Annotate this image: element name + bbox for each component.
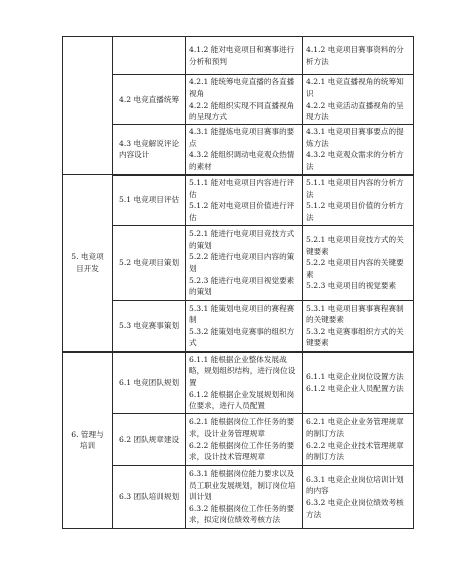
skill-item: 5.2.1 能进行电竞项目竞技方式的策划 bbox=[189, 229, 295, 250]
knowledge-item: 4.3.2 电竞观众需求的分析方法 bbox=[306, 150, 404, 171]
work-area-label: 6. 管理与培训 bbox=[71, 429, 104, 451]
work-content-label: 5.1 电竞项目评估 bbox=[119, 195, 180, 205]
skill-item: 5.3.1 能策划电竞项目的赛程赛制 bbox=[189, 303, 295, 325]
table-row bbox=[63, 226, 414, 301]
work-content-label: 6.2 团队规章建设 bbox=[119, 434, 180, 444]
work-content-cell bbox=[113, 352, 186, 414]
skill-item: 4.3.2 能组织调动电竞观众热情的素材 bbox=[189, 150, 295, 171]
skill-requirements-table bbox=[62, 36, 414, 529]
skill-item: 4.2.1 能统筹电竞直播的各直播视角 bbox=[189, 77, 295, 98]
skill-requirement-cell bbox=[186, 175, 303, 226]
table-row bbox=[63, 37, 414, 75]
knowledge-item: 6.1.1 电竞企业岗位设置方法 bbox=[306, 372, 404, 382]
knowledge-item: 6.2.2 电竞企业技术管理规章的制订方法 bbox=[306, 440, 404, 462]
knowledge-requirement-cell bbox=[303, 352, 414, 414]
knowledge-requirement-cell bbox=[303, 226, 414, 301]
work-area-label: 5. 电竞项目开发 bbox=[71, 252, 104, 273]
knowledge-item: 6.3.1 电竞企业岗位培训计划的内容 bbox=[306, 474, 404, 496]
skill-requirement-cell bbox=[186, 352, 303, 414]
knowledge-item: 4.1.2 电竞项目赛事资料的分析方法 bbox=[306, 44, 404, 66]
knowledge-item: 6.3.2 电竞企业岗位绩效考核方法 bbox=[306, 498, 404, 519]
knowledge-item: 5.3.2 电竞赛事组织方式的关键要素 bbox=[306, 326, 404, 348]
table-row bbox=[63, 466, 414, 529]
skill-item: 5.1.1 能对电竞项目内容进行评估 bbox=[189, 178, 295, 199]
knowledge-requirement-cell bbox=[303, 466, 414, 529]
knowledge-item: 6.1.2 电竞企业人员配置方法 bbox=[306, 383, 404, 393]
skill-requirement-cell bbox=[186, 125, 303, 175]
knowledge-item: 5.2.2 电竞项目内容的关键要素 bbox=[306, 258, 404, 279]
work-content-cell bbox=[113, 466, 186, 529]
skill-item: 5.1.2 能对电竞项目价值进行评估 bbox=[189, 201, 295, 222]
knowledge-item: 5.1.1 电竞项目内容的分析方法 bbox=[306, 178, 404, 199]
skill-item: 6.2.2 能根据岗位工作任务的要求，设计技术管理规章 bbox=[189, 440, 295, 462]
work-area-cell bbox=[63, 175, 113, 352]
skill-requirement-cell bbox=[186, 37, 303, 75]
skill-item: 6.1.2 能根据企业发展规划和岗位要求，进行人员配置 bbox=[189, 389, 295, 411]
work-content-cell bbox=[113, 175, 186, 226]
skill-item: 5.2.2 能进行电竞项目内容的策划 bbox=[189, 252, 295, 273]
work-content-cell bbox=[113, 37, 186, 75]
skill-requirement-cell bbox=[186, 414, 303, 466]
skill-item: 4.3.1 能提炼电竞项目赛事的要点 bbox=[189, 127, 295, 148]
knowledge-requirement-cell bbox=[303, 75, 414, 125]
work-content-cell bbox=[113, 226, 186, 301]
knowledge-item: 5.1.2 电竞项目价值的分析方法 bbox=[306, 201, 404, 222]
table-row bbox=[63, 352, 414, 414]
skill-item: 6.1.1 能根据企业整体发展战略，规划组织结构，进行岗位设置 bbox=[189, 354, 296, 387]
work-content-cell bbox=[113, 301, 186, 352]
work-content-label: 5.2 电竞项目策划 bbox=[119, 258, 180, 268]
skill-requirement-cell bbox=[186, 226, 303, 301]
skill-item: 6.3.2 能根据岗位工作任务的要求，拟定岗位绩效考核方法 bbox=[189, 503, 295, 525]
work-area-cell bbox=[63, 37, 113, 175]
skill-requirement-cell bbox=[186, 301, 303, 352]
skill-requirement-cell bbox=[186, 75, 303, 125]
skill-item: 4.2.2 能组织实现不同直播视角的呈现方式 bbox=[189, 100, 295, 122]
knowledge-item: 5.3.1 电竞项目赛事赛程赛制的关键要素 bbox=[306, 303, 404, 325]
knowledge-requirement-cell bbox=[303, 125, 414, 175]
knowledge-requirement-cell bbox=[303, 414, 414, 466]
work-content-label: 6.1 电竞团队规划 bbox=[119, 377, 180, 387]
work-area-cell bbox=[63, 352, 113, 529]
knowledge-item: 4.3.1 电竞项目赛事要点的提炼方法 bbox=[306, 127, 404, 148]
skill-requirement-cell bbox=[186, 466, 303, 529]
knowledge-item: 4.2.1 电竞直播视角的统筹知识 bbox=[306, 77, 404, 98]
work-content-cell bbox=[113, 414, 186, 466]
knowledge-item: 5.2.1 电竞项目竞技方式的关键要素 bbox=[306, 235, 404, 256]
work-content-cell bbox=[113, 125, 186, 175]
work-content-cell bbox=[113, 75, 186, 125]
table-row bbox=[63, 75, 414, 125]
skill-item: 6.3.1 能根据岗位能力要求以及员工职业发展规划，制订岗位培训计划 bbox=[189, 469, 296, 502]
skill-item: 6.2.1 能根据岗位工作任务的要求，设计业务管理规章 bbox=[189, 417, 295, 438]
table-row bbox=[63, 175, 414, 226]
knowledge-requirement-cell bbox=[303, 37, 414, 75]
work-content-label: 5.3 电竞赛事策划 bbox=[119, 320, 180, 330]
skill-item: 5.2.3 能进行电竞项目视觉要素的策划 bbox=[189, 275, 295, 297]
skill-item: 4.1.2 能对电竞项目和赛事进行分析和预判 bbox=[189, 44, 295, 66]
table-row bbox=[63, 414, 414, 466]
table-row bbox=[63, 301, 414, 352]
table-row bbox=[63, 125, 414, 175]
work-content-label: 6.3 团队培训规划 bbox=[119, 492, 180, 502]
knowledge-requirement-cell bbox=[303, 175, 414, 226]
knowledge-item: 4.2.2 电竞活动直播视角的呈现方法 bbox=[306, 100, 404, 122]
work-content-label: 4.2 电竞直播统筹 bbox=[119, 94, 180, 104]
knowledge-item: 6.2.1 电竞企业业务管理规章的制订方法 bbox=[306, 417, 404, 438]
work-content-label: 4.3 电竞解说评论内容设计 bbox=[119, 138, 180, 160]
knowledge-item: 5.2.3 电竞项目的视觉要素 bbox=[306, 281, 397, 291]
skill-item: 5.3.2 能策划电竞赛事的组织方式 bbox=[189, 326, 295, 348]
knowledge-requirement-cell bbox=[303, 301, 414, 352]
